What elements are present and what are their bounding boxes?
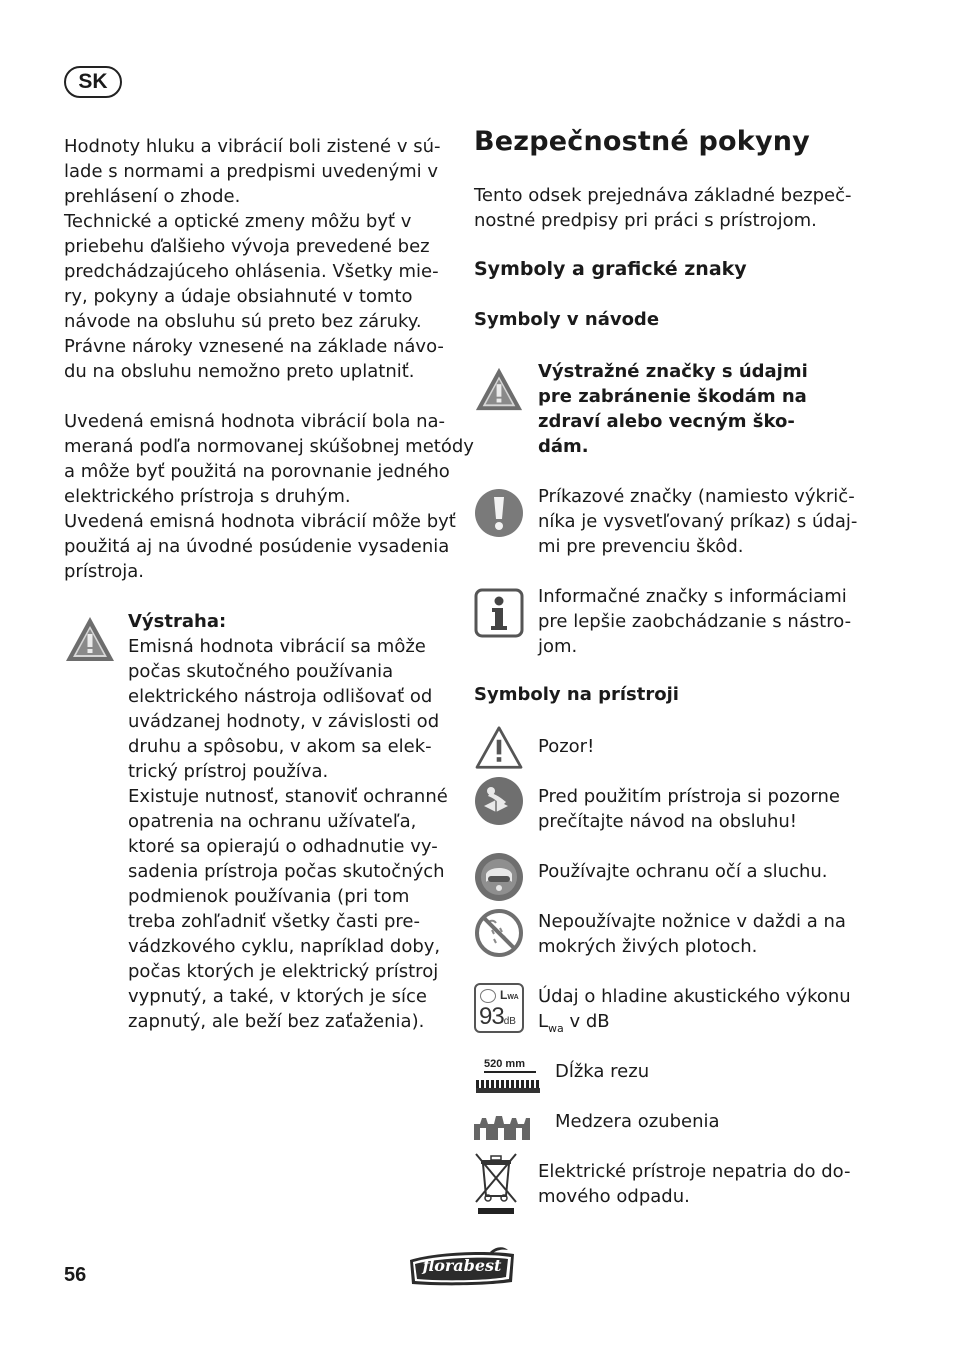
device-item-sound-text: Údaj o hladine akustického výkonu $L_{wa}$ v dB — [538, 986, 851, 1035]
text-line: predchádzajúceho ohlásenia. Všetky mie- — [64, 261, 439, 282]
device-item-manual-text — [538, 784, 840, 834]
lwa-label: LWA — [500, 988, 519, 1002]
text-line: Elektrické prístroje nepatria do do- — [538, 1161, 851, 1182]
text-line: Používajte ochranu očí a sluchu. — [538, 861, 828, 882]
warning-title: Výstraha: — [128, 611, 227, 632]
text-line: du na obsluhu nemožno preto uplatniť. — [64, 361, 415, 382]
text-line: ktoré sa opierajú o odhadnutie vy- — [128, 836, 438, 857]
text-line: prehlásení o zhode. — [64, 186, 241, 207]
info-box-icon — [474, 588, 524, 638]
text-line: sadenia prístroja počas skutočných — [128, 861, 445, 882]
text-line: Uvedená emisná hodnota vibrácií bola na- — [64, 411, 446, 432]
language-badge: SK — [64, 66, 122, 98]
text-line: druhu a spôsobu, v akom sa elek- — [128, 736, 432, 757]
text-line: Právne nároky vznesené na základe návo- — [64, 336, 444, 357]
device-item-tooth-gap-text — [555, 1109, 720, 1134]
text-line: opatrenia na ochranu užívateľa, — [128, 811, 417, 832]
page-number: 56 — [64, 1264, 87, 1286]
cutting-length-icon: 520 mm — [474, 1058, 540, 1098]
text-line: vádzkového cyklu, napríklad doby, — [128, 936, 441, 957]
sound-power-icon — [474, 983, 524, 1033]
text-line: dám. — [538, 436, 589, 457]
device-item-weee-text — [538, 1159, 850, 1209]
text-line: lade s normami a predpismi uvedenými v — [64, 161, 439, 182]
text-line: počas ktorých je elektrický prístroj — [128, 961, 439, 982]
text-line: mokrých živých plotoch. — [538, 936, 758, 957]
text-line: Pozor! — [538, 736, 595, 757]
text-line: pre lepšie zaobchádzanie s nástro- — [538, 611, 852, 632]
warning-text — [128, 634, 448, 1034]
text-line: Nepoužívajte nožnice v daždi a na — [538, 911, 846, 932]
text-line: mového odpadu. — [538, 1186, 690, 1207]
text-line: mi pre prevenciu škôd. — [538, 536, 744, 557]
text-line: zdraví alebo vecným ško- — [538, 411, 795, 432]
text-line: elektrického nástroja odlišovať od — [128, 686, 433, 707]
eye-ear-protection-icon — [474, 852, 524, 902]
text-line: pre zabránenie škodám na — [538, 386, 807, 407]
text-line: níka je vysvetľovaný príkaz) s údaj- — [538, 511, 858, 532]
intro-paragraph — [64, 134, 444, 384]
text-line: Medzera ozubenia — [555, 1111, 720, 1132]
device-item-caution-text — [538, 734, 594, 759]
text-line: priebehu ďalšieho vývoja prevedené bez — [64, 236, 430, 257]
text-line: Emisná hodnota vibrácií sa môže — [128, 636, 426, 657]
caution-triangle-icon — [474, 726, 524, 770]
text-line: prečítajte návod na obsluhu! — [538, 811, 798, 832]
text-line: vypnutý, a také, v ktorých je síce — [128, 986, 427, 1007]
no-rain-icon — [474, 908, 524, 958]
device-item-protection-text — [538, 859, 828, 884]
text-line: prístroja. — [64, 561, 145, 582]
subheading-device-symbols: Symboly na prístroji — [474, 684, 679, 705]
text-line: Existuje nutnosť, stanoviť ochranné — [128, 786, 448, 807]
text-line: uvádzanej hodnoty, v závislosti od — [128, 711, 440, 732]
text-line: elektrického prístroja s druhým. — [64, 486, 351, 507]
text-line: jom. — [538, 636, 578, 657]
text-line: Pred použitím prístroja si pozorne — [538, 786, 840, 807]
text-line: treba zohľadniť všetky časti pre- — [128, 911, 420, 932]
section-heading-symbols: Symboly a grafické znaky — [474, 258, 747, 280]
page-title: Bezpečnostné pokyny — [474, 126, 810, 157]
text-line: použitá aj na úvodné posúdenie vysadenia — [64, 536, 450, 557]
text-line: zapnutý, ale beží bez zaťaženia). — [128, 1011, 425, 1032]
sound-level-value: 93dB — [479, 1003, 516, 1030]
text-line: nostné predpisy pri práci s prístrojom. — [474, 210, 817, 231]
manual-item-info-text — [538, 584, 851, 659]
text-line: meraná podľa normovanej skúšobnej metódy — [64, 436, 474, 457]
text-line: návode na obsluhu sú preto bez záruky. — [64, 311, 422, 332]
text-line: Hodnoty hluku a vibrácií boli zistené v sú- — [64, 136, 441, 157]
read-manual-icon — [474, 776, 524, 826]
text-line: počas skutočného používania — [128, 661, 394, 682]
text-line: trický prístroj používa. — [128, 761, 329, 782]
warning-triangle-icon — [474, 364, 524, 414]
weee-bin-icon — [474, 1152, 518, 1216]
manual-item-mandatory-text — [538, 484, 857, 559]
speaker-icon — [480, 989, 496, 1003]
text-line: Technické a optické zmeny môžu byť v — [64, 211, 412, 232]
manual-item-warning-text — [538, 359, 808, 459]
exclamation-circle-icon — [474, 488, 524, 538]
text-line: a môže byť použitá na porovnanie jedného — [64, 461, 450, 482]
tooth-gap-icon — [474, 1110, 530, 1140]
text-line: Dĺžka rezu — [555, 1061, 650, 1082]
brand-logo: florabest — [406, 1246, 518, 1288]
text-line: Uvedená emisná hodnota vibrácií môže byť — [64, 511, 456, 532]
text-line: podmienok používania (pri tom — [128, 886, 410, 907]
vibration-paragraph — [64, 409, 474, 584]
text-line: Informačné značky s informáciami — [538, 586, 847, 607]
device-item-cut-length-text — [555, 1059, 649, 1084]
text-line: Príkazové značky (namiesto výkrič- — [538, 486, 855, 507]
text-line: ry, pokyny a údaje obsiahnuté v tomto — [64, 286, 413, 307]
text-line: Výstražné značky s údajmi — [538, 361, 808, 382]
safety-intro — [474, 183, 852, 233]
warning-triangle-icon — [64, 614, 116, 664]
device-item-rain-text — [538, 909, 846, 959]
text-line: Tento odsek prejednáva základné bezpeč- — [474, 185, 852, 206]
subheading-manual-symbols: Symboly v návode — [474, 309, 660, 330]
